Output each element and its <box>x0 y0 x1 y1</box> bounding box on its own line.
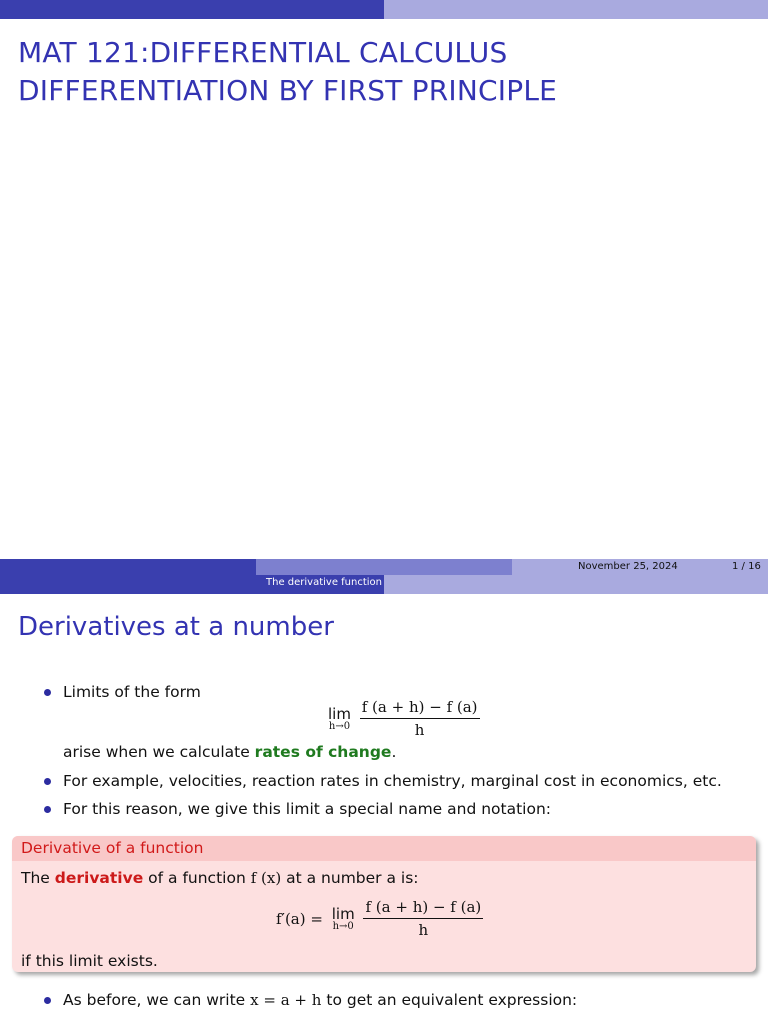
fraction-numerator: f (a + h) − f (a) <box>360 698 480 719</box>
footer-date: November 25, 2024 <box>578 561 678 572</box>
arise-line <box>63 743 396 761</box>
arise-prefix: arise when we calculate <box>63 743 255 761</box>
bullet-text-equivalent <box>63 991 577 1009</box>
definition-suffix: at a number a is: <box>281 869 419 887</box>
title-line-2: DIFFERENTIATION BY FIRST PRINCIPLE <box>18 74 558 107</box>
section-label[interactable]: The derivative function <box>266 577 383 588</box>
top-bar-right <box>384 0 768 19</box>
definition-block-title: Derivative of a function <box>21 839 204 857</box>
bullet-text-limits: Limits of the form <box>63 683 201 701</box>
footer-page-number: 1 / 16 <box>732 561 761 572</box>
frame-title: Derivatives at a number <box>18 612 334 642</box>
derivative-formula <box>276 898 483 939</box>
bullet-icon <box>44 778 51 785</box>
lim-subscript: h→0 <box>328 721 351 732</box>
definition-closing: if this limit exists. <box>21 952 158 970</box>
equivalent-prefix: As before, we can write <box>63 991 251 1009</box>
function-notation: f (x) <box>250 869 282 887</box>
rates-of-change-highlight: rates of change <box>254 743 392 761</box>
limit-formula <box>328 698 480 739</box>
lim-label: lim <box>331 905 355 923</box>
bullet-icon <box>44 806 51 813</box>
bullet-text-reason: For this reason, we give this limit a special name and notation: <box>63 800 552 818</box>
fraction-numerator: f (a + h) − f (a) <box>363 898 483 919</box>
section-bar-left <box>0 575 256 594</box>
section-bar-right <box>384 575 768 594</box>
footer-bar-middle <box>256 559 512 575</box>
arise-suffix: . <box>391 743 397 761</box>
bullet-icon <box>44 689 51 696</box>
footer-bar-left <box>0 559 256 575</box>
derivative-term: derivative <box>54 869 144 887</box>
definition-prefix: The <box>21 869 55 887</box>
derivative-lhs: f′(a) = <box>276 909 323 928</box>
definition-block <box>12 836 756 972</box>
fraction-denominator: h <box>418 921 429 939</box>
definition-mid: of a function <box>143 869 251 887</box>
lim-subscript: h→0 <box>332 921 354 932</box>
bullet-text-examples: For example, velocities, reaction rates in chemistry, marginal cost in economics, etc. <box>63 772 722 790</box>
equivalent-suffix: to get an equivalent expression: <box>321 991 578 1009</box>
substitution-math: x = a + h <box>250 991 322 1009</box>
definition-line <box>21 869 419 887</box>
top-bar-left <box>0 0 384 19</box>
lim-label: lim <box>328 705 351 723</box>
fraction-denominator: h <box>414 721 425 739</box>
bullet-icon <box>44 997 51 1004</box>
title-line-1: MAT 121:DIFFERENTIAL CALCULUS <box>18 36 508 69</box>
